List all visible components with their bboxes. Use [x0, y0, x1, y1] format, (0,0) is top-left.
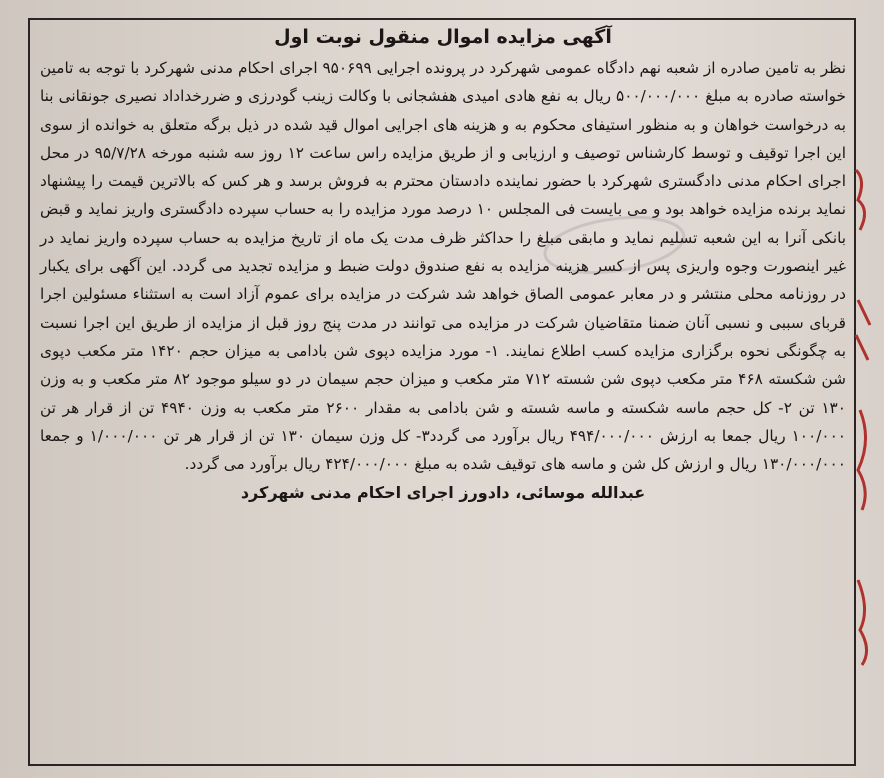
notice-signature: عبدالله موسائی، دادورز اجرای احکام مدنی شهرکرد — [240, 483, 646, 503]
handwriting-strokes — [850, 110, 878, 670]
notice-body: نظر به تامین صادره از شعبه نهم دادگاه عمومی شهرکرد در پرونده اجرایی ۹۵۰۶۹۹ اجرای احکام مدنی شهرکرد با توجه به تامین خواسته صادره به مبلغ ۵۰۰/۰۰۰/۰۰۰ ریال به نفع هادی امیدی هفشجانی با وکالت زینب گودرزی و ضررخداداد نصیری جونقانی بنا به درخواست خواهان و به منظور استیفای محکوم به و هزینه های اجرایی اموال قید شده در ذیل برگه متعلق به خوانده از سوی این اجرا توقیف و توسط کارشناس توصیف و ارزیابی و از طریق مزایده راس ساعت ۱۲ روز سه شنبه مورخه ۹۵/۷/۲۸ در محل اجرای احکام مدنی دادگستری شهرکرد با حضور نماینده دادستان محترم به فروش برسد و هر کس که بالاترین قیمت را پیشنهاد نماید برنده مزایده خواهد بود و می بایست فی المجلس ۱۰ درصد مورد مزایده را به حساب سپرده دادگستری واریز نماید و قبض بانکی آنرا به این شعبه تسلیم نماید و مابقی مبلغ را حداکثر ظرف مدت یک ماه از تاریخ مزایده به حساب سپرده واریز نماید در غیر اینصورت وجوه واریزی پس از کسر هزینه مزایده به نفع صندوق دولت ضبط و مزایده تجدید می گردد. این آگهی برای یکبار در روزنامه محلی منتشر و در معابر عمومی الصاق خواهد شد شرکت در مزایده برای عموم آزاد است به استثناء مسئولین اجرا قربای سببی و نسبی آنان ضمنا متقاضیان شرکت در مزایده می توانند در مدت پنج روز قبل از مزایده از طریق این اجرا نسبت به چگونگی نحوه برگزاری مزایده کسب اطلاع نمایند. ۱- مورد مزایده دپوی شن بادامی به میزان حجم ۱۴۲۰ متر مکعب دپوی شن شکسته ۴۶۸ متر مکعب دپوی شن شسته ۷۱۲ متر مکعب و میزان حجم سیمان در دو سیلو موجود ۸۲ متر مکعب و به وزن ۱۳۰ تن ۲- کل حجم ماسه شکسته و ماسه شسته و شن بادامی به مقدار ۲۶۰۰ متر مکعب به وزن ۴۹۴۰ تن از قرار هر تن ۱۰۰/۰۰۰ ریال جمعا به ارزش ۴۹۴/۰۰۰/۰۰۰ ریال برآورد می گردد۳- کل وزن سیمان ۱۳۰ تن از قرار هر تن ۱/۰۰۰/۰۰۰ و جمعا ۱۳۰/۰۰۰/۰۰۰ ریال و ارزش کل شن و ماسه های توقیف شده به مبلغ ۴۲۴/۰۰۰/۰۰۰ ریال برآورد می گردد. — [40, 59, 847, 474]
auction-notice — [40, 24, 846, 506]
notice-title: آگهی مزایده اموال منقول نوبت اول — [274, 26, 612, 48]
handwritten-margin-note — [850, 110, 878, 670]
